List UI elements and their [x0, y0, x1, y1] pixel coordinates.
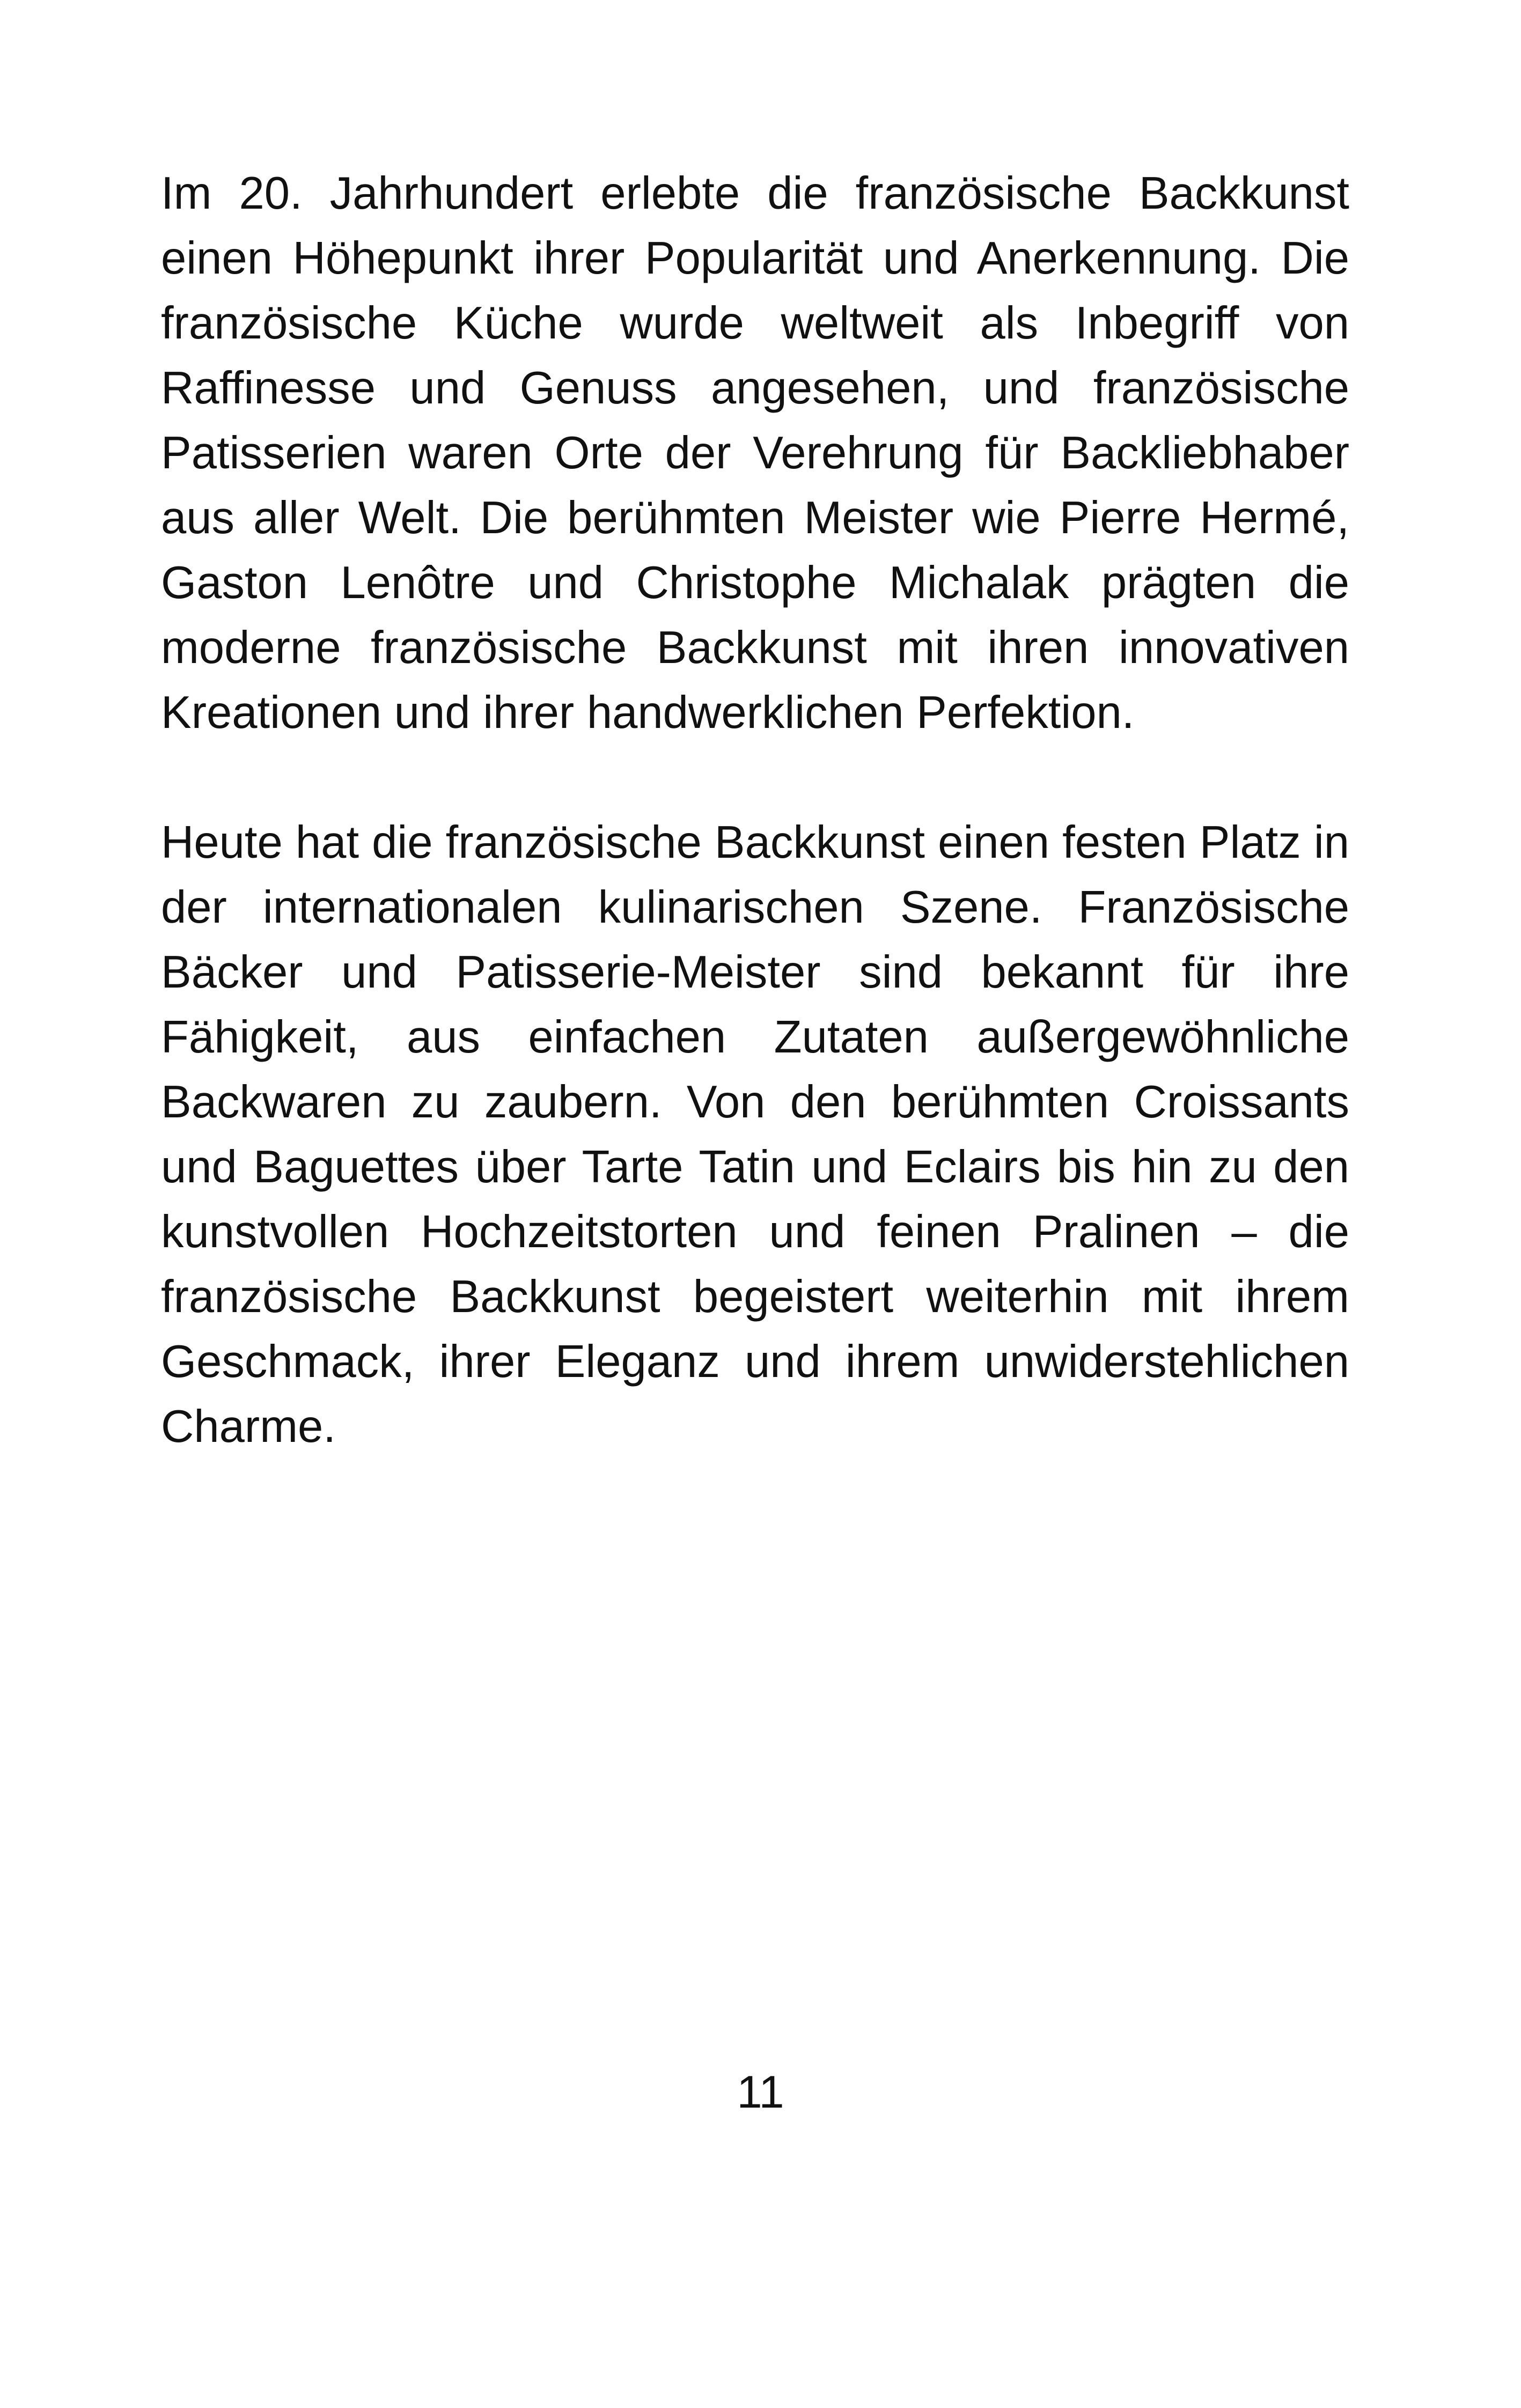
body-text — [161, 161, 1349, 1459]
page-number: 11 — [737, 2067, 784, 2118]
paragraph-1: Im 20. Jahrhundert erlebte die französische Backkunst einen Höhepunkt ihrer Popularität und Anerkennung. Die französische Küche wurde weltweit als Inbegriff von Raffinesse und Genuss angesehen, und französische Patisserien waren Orte der Verehrung für Backliebhaber aus aller Welt. Die berühmten Meister wie Pierre Hermé, Gaston Lenôtre und Christophe Michalak prägten die moderne französische Backkunst mit ihren innovativen Kreationen und ihrer handwerklichen Perfektion. — [161, 168, 1349, 738]
paragraph-2: Heute hat die französische Backkunst einen festen Platz in der internationalen kulinarischen Szene. Französische Bäcker und Patisserie-Meister sind bekannt für ihre Fähigkeit, aus einfachen Zutaten außergewöhnliche Backwaren zu zaubern. Von den berühmten Croissants und Baguettes über Tarte Tatin und Eclairs bis hin zu den kunstvollen Hochzeitstorten und feinen Pralinen – die französische Backkunst begeistert weiterhin mit ihrem Geschmack, ihrer Eleganz und ihrem unwiderstehlichen Charme. — [161, 817, 1349, 1452]
